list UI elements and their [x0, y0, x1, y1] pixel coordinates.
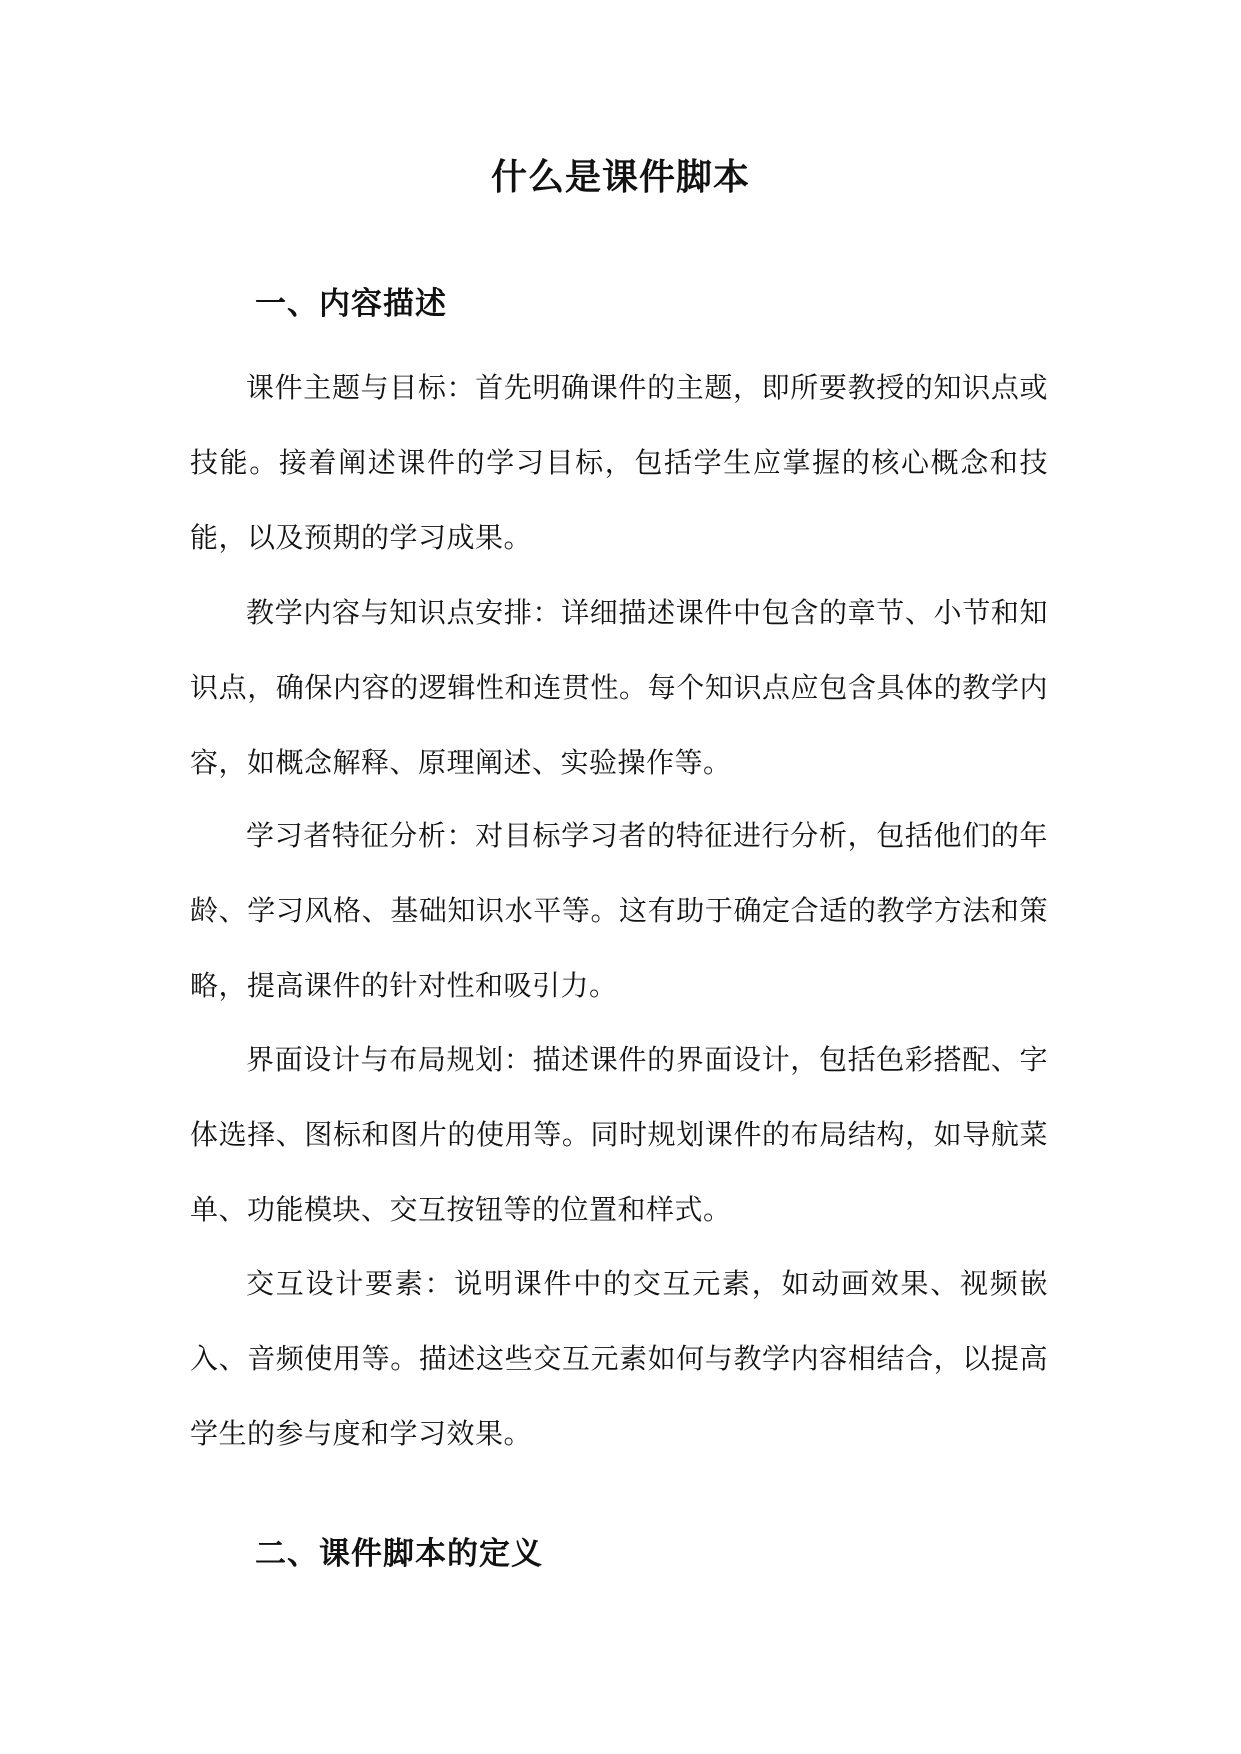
section-heading-script-definition: 二、课件脚本的定义 [255, 1536, 543, 1572]
section-heading-content-description: 一、内容描述 [255, 286, 447, 322]
paragraph-content-arrangement: 教学内容与知识点安排：详细描述课件中包含的章节、小节和知识点，确保内容的逻辑性和连贯性。每个知识点应包含具体的教学内容，如概念解释、原理阐述、实验操作等。 [190, 596, 1048, 779]
page-title: 什么是课件脚本 [490, 156, 750, 198]
paragraph-learner-analysis: 学习者特征分析：对目标学习者的特征进行分析，包括他们的年龄、学习风格、基础知识水平等。这有助于确定合适的教学方法和策略，提高课件的针对性和吸引力。 [190, 819, 1048, 1002]
paragraph-interaction-design: 交互设计要素：说明课件中的交互元素，如动画效果、视频嵌入、音频使用等。描述这些交互元素如何与教学内容相结合，以提高学生的参与度和学习效果。 [190, 1267, 1048, 1450]
paragraph-course-theme-goals: 课件主题与目标：首先明确课件的主题，即所要教授的知识点或技能。接着阐述课件的学习目标，包括学生应掌握的核心概念和技能，以及预期的学习成果。 [190, 371, 1048, 554]
paragraph-interface-design: 界面设计与布局规划：描述课件的界面设计，包括色彩搭配、字体选择、图标和图片的使用等。同时规划课件的布局结构，如导航菜单、功能模块、交互按钮等的位置和样式。 [190, 1043, 1048, 1226]
